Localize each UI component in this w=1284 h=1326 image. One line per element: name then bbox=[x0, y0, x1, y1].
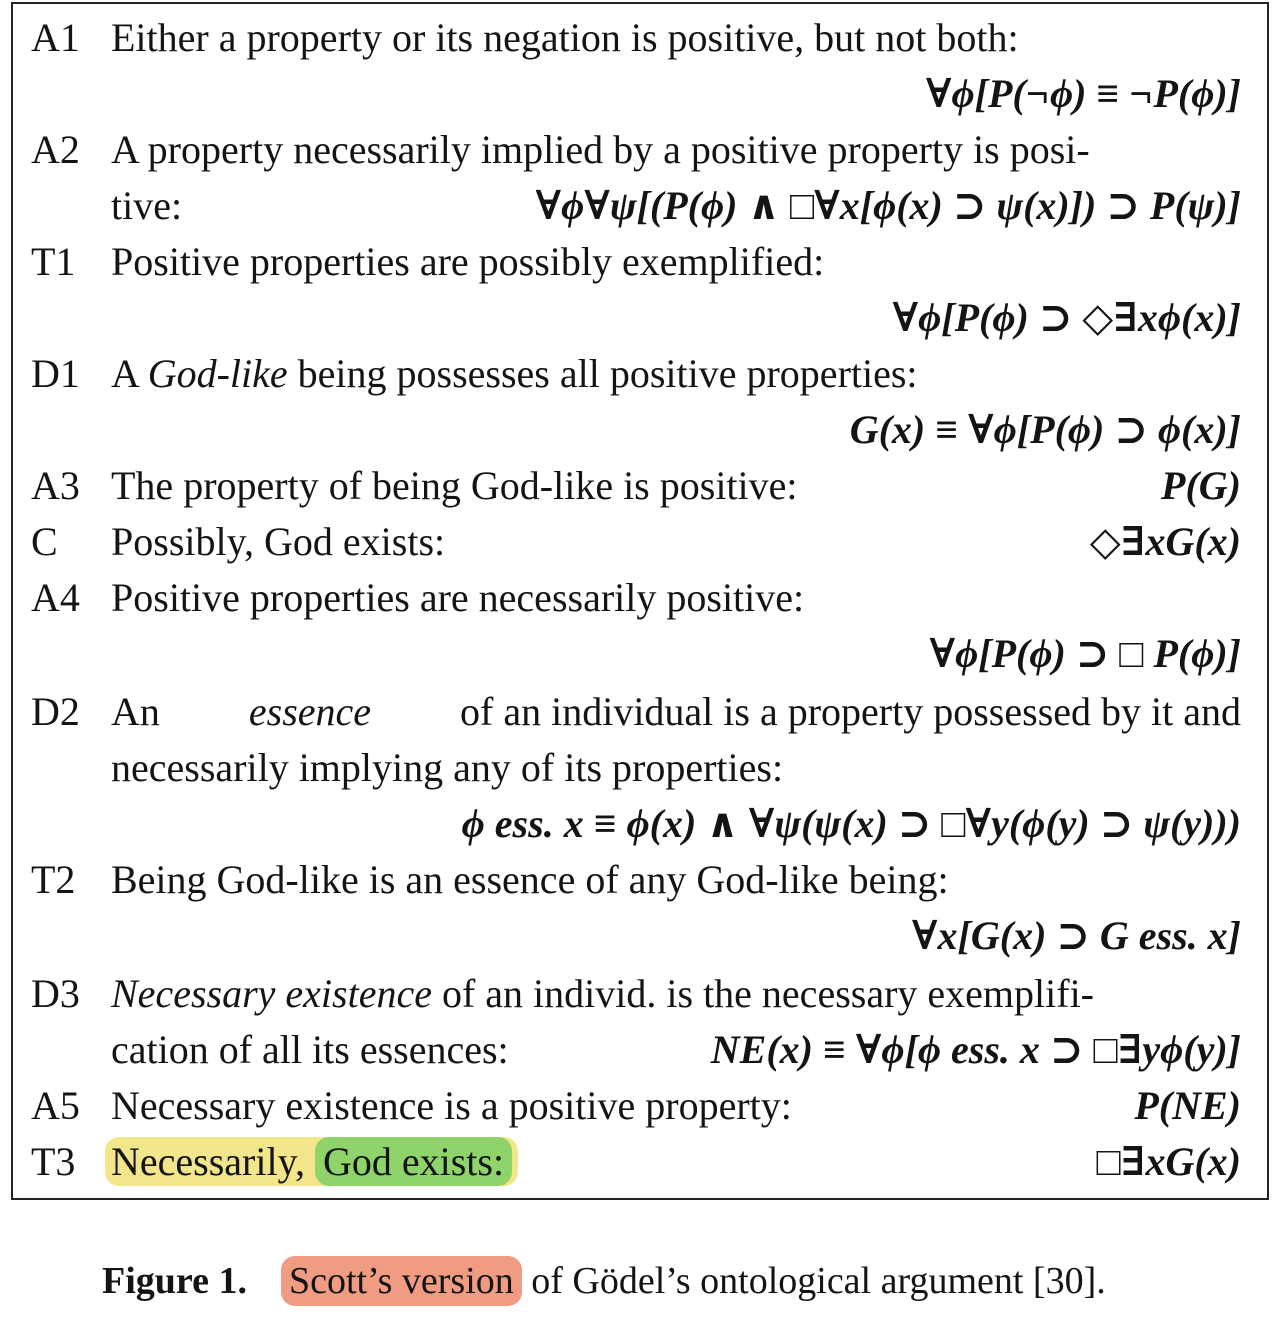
entry-d2 bbox=[13, 684, 1267, 740]
figure-caption bbox=[102, 1258, 1106, 1304]
entry-text: Necessary existence is a positive property: bbox=[111, 1083, 792, 1128]
text-pre: An bbox=[111, 689, 160, 734]
formula: ∀ϕ[P(ϕ) ⊃ □ P(ϕ)] bbox=[929, 631, 1241, 676]
entry-label: D1 bbox=[31, 351, 80, 396]
entry-d2-formula-row bbox=[13, 796, 1267, 852]
formula: ∀ϕ∀ψ[(P(ϕ) ∧ □∀x[ϕ(x) ⊃ ψ(x)]) ⊃ P(ψ)] bbox=[535, 183, 1241, 228]
entry-text: A property necessarily implied by a positive property is posi- bbox=[111, 127, 1090, 172]
entry-a5 bbox=[13, 1078, 1267, 1134]
emphasized-term: Necessary existence bbox=[111, 971, 432, 1016]
entry-label: A2 bbox=[31, 127, 80, 172]
entry-t2 bbox=[13, 852, 1267, 908]
entry-text bbox=[111, 352, 918, 396]
entry-text-continued: necessarily implying any of its properties: bbox=[111, 745, 784, 790]
formula: ∀ϕ[P(¬ϕ) ≡ ¬P(ϕ)] bbox=[925, 71, 1241, 116]
entry-a1-formula-row bbox=[13, 66, 1267, 122]
text-post: of an individ. is the necessary exemplifi- bbox=[431, 971, 1094, 1016]
entry-d3-line2 bbox=[13, 1022, 1267, 1078]
formula: ∀ϕ[P(ϕ) ⊃ ◇∃xϕ(x)] bbox=[892, 295, 1241, 340]
formula: □∃xG(x) bbox=[1096, 1139, 1241, 1184]
entry-text-continued: cation of all its essences: bbox=[111, 1027, 509, 1072]
entry-text: Either a property or its negation is positive, but not both: bbox=[111, 15, 1019, 60]
entry-label: D3 bbox=[31, 971, 80, 1016]
text-pre: A bbox=[111, 351, 148, 396]
entry-label: D2 bbox=[31, 689, 80, 734]
formula: P(G) bbox=[1161, 463, 1241, 508]
entry-a3 bbox=[13, 458, 1267, 514]
entry-t1-formula-row bbox=[13, 290, 1267, 346]
formula: ◇∃xG(x) bbox=[1089, 519, 1241, 564]
entry-text: Positive properties are necessarily positive: bbox=[111, 575, 805, 620]
text-post: of an individual is a property possessed by it and bbox=[460, 689, 1241, 734]
entry-label: A5 bbox=[31, 1083, 80, 1128]
formula: ∀x[G(x) ⊃ G ess. x] bbox=[911, 913, 1241, 958]
entry-d1-formula-row bbox=[13, 402, 1267, 458]
entry-text bbox=[111, 690, 1241, 734]
entry-t1 bbox=[13, 234, 1267, 290]
formula: P(NE) bbox=[1134, 1083, 1241, 1128]
formula: ϕ ess. x ≡ ϕ(x) ∧ ∀ψ(ψ(x) ⊃ □∀y(ϕ(y) ⊃ ψ(y))) bbox=[461, 801, 1241, 846]
entry-t2-formula-row bbox=[13, 908, 1267, 964]
caption-text: of Gödel’s ontological argument [30]. bbox=[521, 1260, 1106, 1302]
entry-text: Being God-like is an essence of any God-like being: bbox=[111, 857, 949, 902]
entry-text bbox=[111, 972, 1094, 1016]
entry-a4 bbox=[13, 570, 1267, 626]
formula: NE(x) ≡ ∀ϕ[ϕ ess. x ⊃ □∃yϕ(y)] bbox=[710, 1027, 1241, 1072]
entry-text-continued: tive: bbox=[111, 183, 183, 228]
emphasized-term: essence bbox=[248, 689, 372, 734]
figure-label: Figure 1. bbox=[102, 1260, 247, 1302]
highlight-green: God exists: bbox=[315, 1137, 512, 1186]
text-necessarily: Necessarily, bbox=[111, 1139, 305, 1184]
entry-a1 bbox=[13, 10, 1267, 66]
entry-label: A4 bbox=[31, 575, 80, 620]
entry-label: A1 bbox=[31, 15, 80, 60]
emphasized-term: God-like bbox=[147, 351, 288, 396]
entry-label: A3 bbox=[31, 463, 80, 508]
highlight-yellow bbox=[105, 1137, 518, 1186]
entry-a4-formula-row bbox=[13, 626, 1267, 682]
entry-label: T3 bbox=[31, 1139, 76, 1184]
entry-label: T2 bbox=[31, 857, 76, 902]
entry-t3 bbox=[13, 1134, 1267, 1190]
entry-c bbox=[13, 514, 1267, 570]
entry-d1 bbox=[13, 346, 1267, 402]
entry-a2 bbox=[13, 122, 1267, 178]
entry-d2-line2 bbox=[13, 740, 1267, 796]
axiom-box bbox=[11, 2, 1269, 1200]
entry-text: Possibly, God exists: bbox=[111, 519, 446, 564]
text-post: being possesses all positive properties: bbox=[287, 351, 918, 396]
entry-text: Positive properties are possibly exemplified: bbox=[111, 239, 825, 284]
entry-a2-line2 bbox=[13, 178, 1267, 234]
entry-label: C bbox=[31, 519, 58, 564]
entry-d3 bbox=[13, 966, 1267, 1022]
formula: G(x) ≡ ∀ϕ[P(ϕ) ⊃ ϕ(x)] bbox=[849, 407, 1241, 452]
entry-text bbox=[111, 1140, 518, 1184]
entry-text: The property of being God-like is positive: bbox=[111, 463, 798, 508]
entry-label: T1 bbox=[31, 239, 76, 284]
highlight-orange: Scott’s version bbox=[281, 1256, 522, 1306]
